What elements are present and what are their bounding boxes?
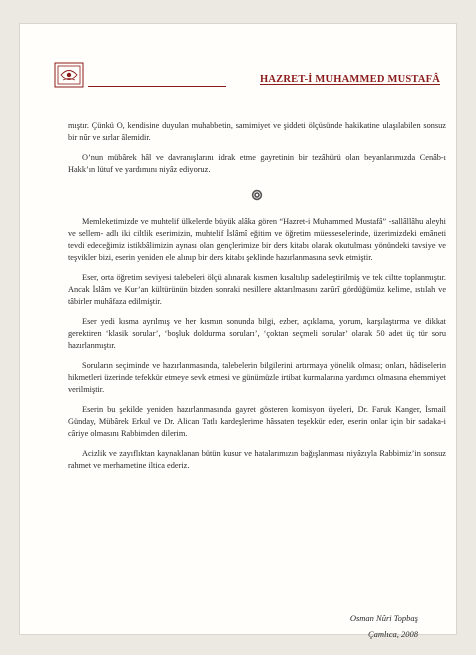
paragraph-1: mıştır. Çünkü O, kendisine duyulan muhabbetin, samimiyet ve şiddeti ölçüsünde hakikatine ulaşılabilen sonsuz bir nûr ve sırlar âlemidir. bbox=[68, 121, 446, 142]
document-page bbox=[20, 24, 456, 639]
signature-block bbox=[350, 610, 418, 642]
paragraph-2: O’nun mübârek hâl ve davranışlarını idrak etme gayretinin bir tezâhürü olan beyanlarımızda Cenâb-ı Hakk’ın lütuf ve yardımını niyâz ediyoruz. bbox=[68, 153, 446, 174]
paragraph-4: Eser, orta öğretim seviyesi talebeleri ölçü alınarak kısmen kısaltılıp sadeleştirilmiş ve tek ciltte toplanmıştır. Ancak İslâm ve Kur’an kültürünün bizden sonraki nesillere aktarılmasını zarûrî gördüğümüz kelime, ıstılah ve tâbirler muhâfaza edilmiştir. bbox=[68, 273, 446, 306]
page-header bbox=[54, 60, 440, 100]
ornament-icon bbox=[251, 189, 263, 201]
paragraph-5: Eser yedi kısma ayrılmış ve her kısmın sonunda bilgi, ezber, açıklama, yorum, karşılaştırma ve dikkat gerektiren ‘klasik sorular’, ‘boşluk doldurma soruları’, ‘çoktan seçmeli sorular’ olarak 50 adet üç tür soru hazırlanmıştır. bbox=[68, 317, 446, 350]
header-rule bbox=[88, 86, 226, 87]
paragraph-3: Memleketimizde ve muhtelif ülkelerde büyük alâka gören “Hazret-i Muhammed Mustafâ” -sallâllâhu aleyhi ve sellem- adlı iki ciltlik eserimizin, muhtelif İslâmî eğitim ve öğretim müesseselerinde, üzerimizdeki emâneti tevdi edeceğimiz istikbâlimizin aynası olan gençlerimize bir ders kitabı olarak okutulması yönündeki tavsiye ve teşvikler bizi, eserin yeniden ele alınıp bir ders kitabı şeklinde hazırlanmasına sevk etmiştir. bbox=[68, 217, 446, 262]
paragraph-6: Soruların seçiminde ve hazırlanmasında, talebelerin bilgilerini artırmaya yönelik olması; onları, hâdiselerin hikmetleri üzerinde tefekkür etmeye sevk etmesi ve günümüzle irtibat kurmalarına yardımcı olmasına ehemmiyet verilmiştir. bbox=[68, 361, 446, 394]
paragraph-7: Eserin bu şekilde yeniden hazırlanmasında gayret gösteren komisyon üyeleri, Dr. Faruk Kanger, İsmail Günday, Mübârek Erkul ve Dr. Alican Tatlı kardeşlerime hâssaten teşekkür eder, eserin onlar için bir sadaka-i câriye olmasını Rabbimden dilerim. bbox=[68, 405, 446, 438]
running-title: HAZRET-İ MUHAMMED MUSTAFÂ bbox=[260, 74, 440, 85]
author-name: Osman Nûri Topbaş bbox=[349, 613, 418, 623]
paragraph-8: Acizlik ve zayıflıktan kaynaklanan bütün kusur ve hatalarımızın bağışlanması niyâzıyla Rabbimiz’in sonsuz rahmet ve merhametine iltica ederiz. bbox=[68, 449, 446, 470]
place-date: Çamlıca, 2008 bbox=[367, 629, 418, 639]
ornament-divider bbox=[68, 188, 446, 202]
emblem-icon bbox=[54, 60, 84, 90]
body-text bbox=[68, 120, 446, 480]
